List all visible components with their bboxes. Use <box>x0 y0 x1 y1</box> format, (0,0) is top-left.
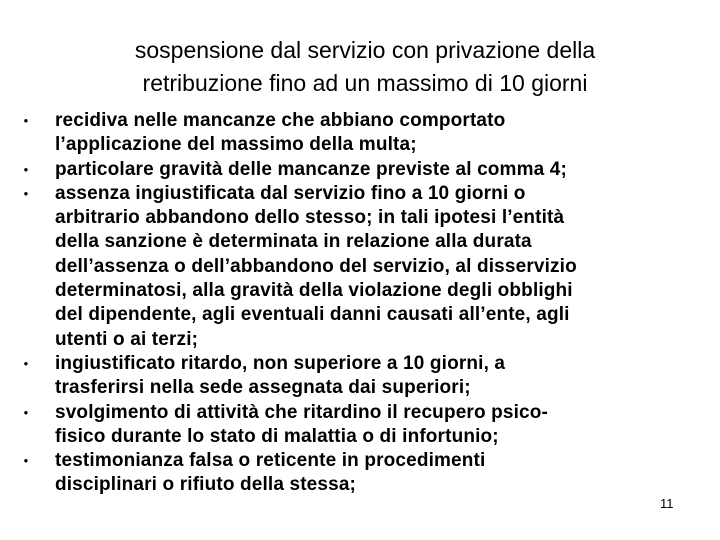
bullet-text-line: determinatosi, alla gravità della violazione degli obblighi <box>55 280 573 302</box>
bullet-text-line: dell’assenza o dell’abbandono del servizio, al disservizio <box>55 255 577 277</box>
bullet-item <box>20 352 710 401</box>
slide-title-line-1: sospensione dal servizio con privazione della <box>134 37 596 63</box>
bullet-item <box>20 401 710 450</box>
bullet-text-line: fisico durante lo stato di malattia o di infortunio; <box>55 425 499 447</box>
bullet-dot-icon: • <box>23 355 29 371</box>
bullet-item <box>20 158 710 182</box>
bullet-text-line: utenti o ai terzi; <box>55 328 199 350</box>
bullet-text-line: svolgimento di attività che ritardino il recupero psico- <box>55 401 548 423</box>
bullet-text-line: recidiva nelle mancanze che abbiano comportato <box>55 110 506 131</box>
bullet-dot-icon: • <box>23 404 29 420</box>
bullet-text-line: ingiustificato ritardo, non superiore a 10 giorni, a <box>55 352 506 374</box>
bullet-dot-icon: • <box>23 113 29 128</box>
slide-title-line-2: retribuzione fino ad un massimo di 10 giorni <box>142 70 588 96</box>
bullet-text-line: assenza ingiustificata dal servizio fino a 10 giorni o <box>55 182 526 204</box>
slide-title <box>40 34 690 100</box>
bullet-text-line: l’applicazione del massimo della multa; <box>55 134 417 156</box>
bullet-item <box>20 182 710 352</box>
bullet-item <box>20 449 710 498</box>
bullet-dot-icon: • <box>23 161 29 177</box>
bullet-text-line: del dipendente, agli eventuali danni causati all’ente, agli <box>55 304 570 326</box>
bullet-text-line: trasferirsi nella sede assegnata dai superiori; <box>55 377 471 399</box>
bullet-dot-icon: • <box>23 453 29 469</box>
page-number: 11 <box>660 496 674 511</box>
bullet-dot-icon: • <box>23 185 29 201</box>
bullet-item <box>20 109 710 158</box>
bullet-text-line: arbitrario abbandono dello stesso; in tali ipotesi l’entità <box>55 207 565 229</box>
bullet-text-line: testimonianza falsa o reticente in procedimenti <box>55 450 486 472</box>
bullet-list <box>20 109 710 498</box>
bullet-text-line: disciplinari o rifiuto della stessa; <box>55 474 357 496</box>
bullet-text-line: particolare gravità delle mancanze previste al comma 4; <box>55 158 567 180</box>
bullet-text-line: della sanzione è determinata in relazione alla durata <box>55 231 532 253</box>
